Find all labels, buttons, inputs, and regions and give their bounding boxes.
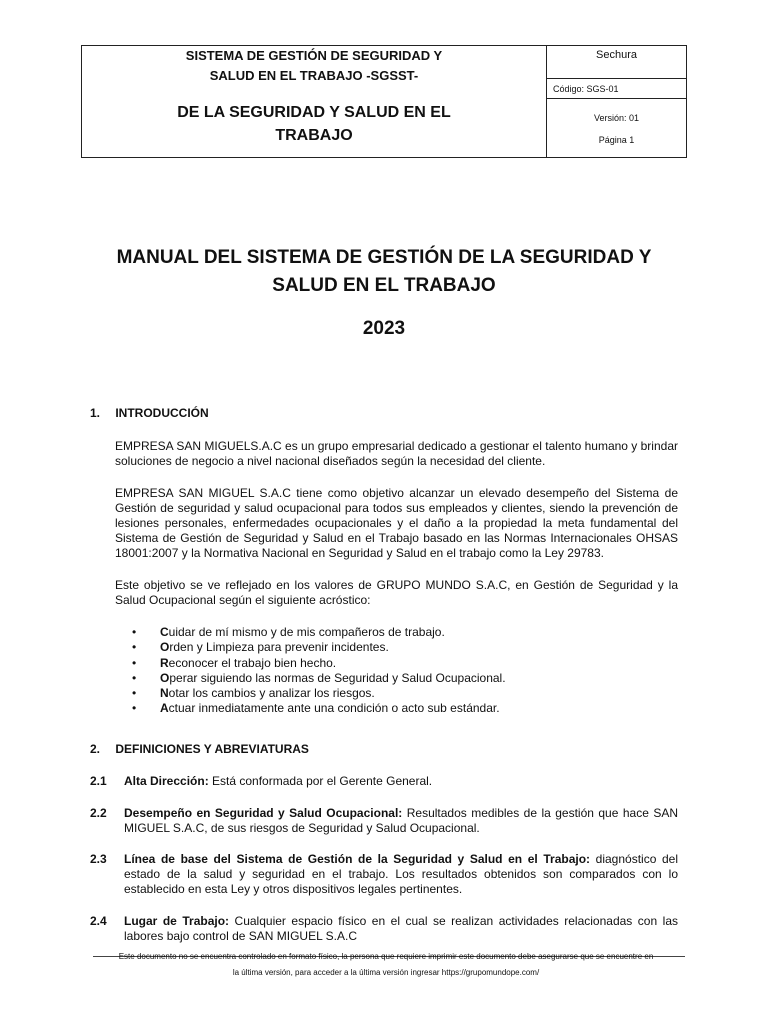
intro-paragraph-1: EMPRESA SAN MIGUELS.A.C es un grupo empresarial dedicado a gestionar el talento humano y brindar soluciones de negocio a nivel nacional diseñados según la necesidad del cliente. xyxy=(115,439,678,468)
section-1-heading xyxy=(90,406,209,420)
definition-number: 2.4 xyxy=(90,914,107,928)
footer-notice: Este documento no se encuentra controlado en formato físico, la persona que requiere imprimir este documento debe asegurarse que se encuentre en xyxy=(118,952,654,961)
definition-item xyxy=(90,774,678,789)
bullet-icon: • xyxy=(132,701,137,716)
acrostic-letter: R xyxy=(160,655,169,670)
bullet-icon: • xyxy=(132,686,137,701)
acrostic-text: ctuar inmediatamente ante una condición o acto sub estándar. xyxy=(168,701,500,716)
list-item xyxy=(115,671,506,686)
acrostic-letter: O xyxy=(160,670,170,685)
section-1-number: 1. xyxy=(90,406,101,420)
header-line-1: SISTEMA DE GESTIÓN DE SEGURIDAD Y xyxy=(185,48,443,63)
acrostic-letter: C xyxy=(160,625,169,639)
acrostic-list xyxy=(115,625,506,717)
header-page-number: Página 1 xyxy=(598,135,635,145)
bullet-icon: • xyxy=(132,655,137,670)
definition-item xyxy=(90,914,678,944)
header-title-cell xyxy=(82,46,547,157)
bullet-icon: • xyxy=(132,625,137,639)
acrostic-text: econocer el trabajo bien hecho. xyxy=(168,655,337,670)
definition-number: 2.1 xyxy=(90,774,107,788)
section-1-title: INTRODUCCIÓN xyxy=(115,406,209,420)
definition-number: 2.2 xyxy=(90,806,107,820)
document-header-table xyxy=(81,45,687,158)
header-line-2: SALUD EN EL TRABAJO -SGSST- xyxy=(209,68,419,83)
list-item xyxy=(115,686,506,701)
definition-text: Cualquier espacio físico en el cual se realizan actividades relacionadas con las labores bajo control de SAN MIGUEL S.A.C xyxy=(124,914,678,943)
definition-text: diagnóstico del estado de la salud y seguridad en el trabajo. Los resultados obtenidos son comparados con lo establecido en esta Ley y otros dispositivos legales pertinentes. xyxy=(124,852,678,896)
manual-year: 2023 xyxy=(362,318,406,339)
header-line-4: TRABAJO xyxy=(275,127,353,144)
acrostic-text: uidar de mí mismo y de mis compañeros de trabajo. xyxy=(168,625,445,639)
header-document-title xyxy=(82,101,546,147)
section-2-number: 2. xyxy=(90,742,101,756)
list-item xyxy=(115,701,506,716)
definition-term: Alta Dirección: xyxy=(124,774,209,788)
title-line-2: SALUD EN EL TRABAJO xyxy=(272,275,496,296)
bullet-icon: • xyxy=(132,640,137,655)
definition-number: 2.3 xyxy=(90,852,107,866)
intro-paragraph-3: Este objetivo se ve reflejado en los valores de GRUPO MUNDO S.A.C, en Gestión de Seguridad y la Salud Ocupacional según el siguiente acróstico: xyxy=(115,578,678,607)
list-item xyxy=(115,656,506,671)
header-system-title xyxy=(82,46,546,86)
list-item xyxy=(115,625,506,640)
definition-term: Lugar de Trabajo: xyxy=(124,914,230,928)
bullet-icon: • xyxy=(132,670,137,685)
title-line-1: MANUAL DEL SISTEMA DE GESTIÓN DE LA SEGURIDAD Y xyxy=(116,247,652,268)
list-item xyxy=(115,640,506,655)
section-2-heading xyxy=(90,742,309,756)
header-line-3: DE LA SEGURIDAD Y SALUD EN EL xyxy=(177,104,451,121)
acrostic-letter: A xyxy=(160,701,169,716)
header-location: Sechura xyxy=(547,46,686,79)
acrostic-text: perar siguiendo las normas de Seguridad y Salud Ocupacional. xyxy=(169,670,506,685)
definition-item xyxy=(90,806,678,836)
intro-paragraph-2: EMPRESA SAN MIGUEL S.A.C tiene como objetivo alcanzar un elevado desempeño del Sistema de Gestión de seguridad y salud ocupacional para todos sus empleados y clientes, siendo la prevención de lesiones personales, enfermedades ocupacionales y el daño a la propiedad la meta fundamental del Sistema de Gestión de Seguridad y Salud en el Trabajo basado en las Normas Internacionales OHSAS 18001:2007 y la Normativa Nacional en Seguridad y Salud en el trabajo como la Ley 29783. xyxy=(115,486,678,560)
acrostic-letter: O xyxy=(160,640,170,655)
header-meta-cell xyxy=(547,46,686,157)
definition-term: Línea de base del Sistema de Gestión de la Seguridad y Salud en el Trabajo: xyxy=(124,852,591,866)
definition-text: Resultados medibles de la gestión que hace SAN MIGUEL S.A.C, de sus riesgos de Seguridad y Salud Ocupacional. xyxy=(124,806,678,835)
footer-link-notice: la última versión, para acceder a la última versión ingresar https://grupomundope.com/ xyxy=(232,968,540,977)
section-2-title: DEFINICIONES Y ABREVIATURAS xyxy=(115,742,309,756)
manual-title xyxy=(80,244,688,300)
definition-term: Desempeño en Seguridad y Salud Ocupacional: xyxy=(124,806,403,820)
header-version: Versión: 01 xyxy=(593,113,640,123)
acrostic-letter: N xyxy=(160,686,169,701)
acrostic-text: otar los cambios y analizar los riesgos. xyxy=(168,686,375,701)
definition-text: Está conformada por el Gerente General. xyxy=(208,774,433,788)
header-code: Código: SGS-01 xyxy=(547,79,686,99)
header-version-page xyxy=(547,99,686,159)
acrostic-text: rden y Limpieza para prevenir incidentes. xyxy=(169,640,389,655)
definition-item xyxy=(90,852,678,897)
